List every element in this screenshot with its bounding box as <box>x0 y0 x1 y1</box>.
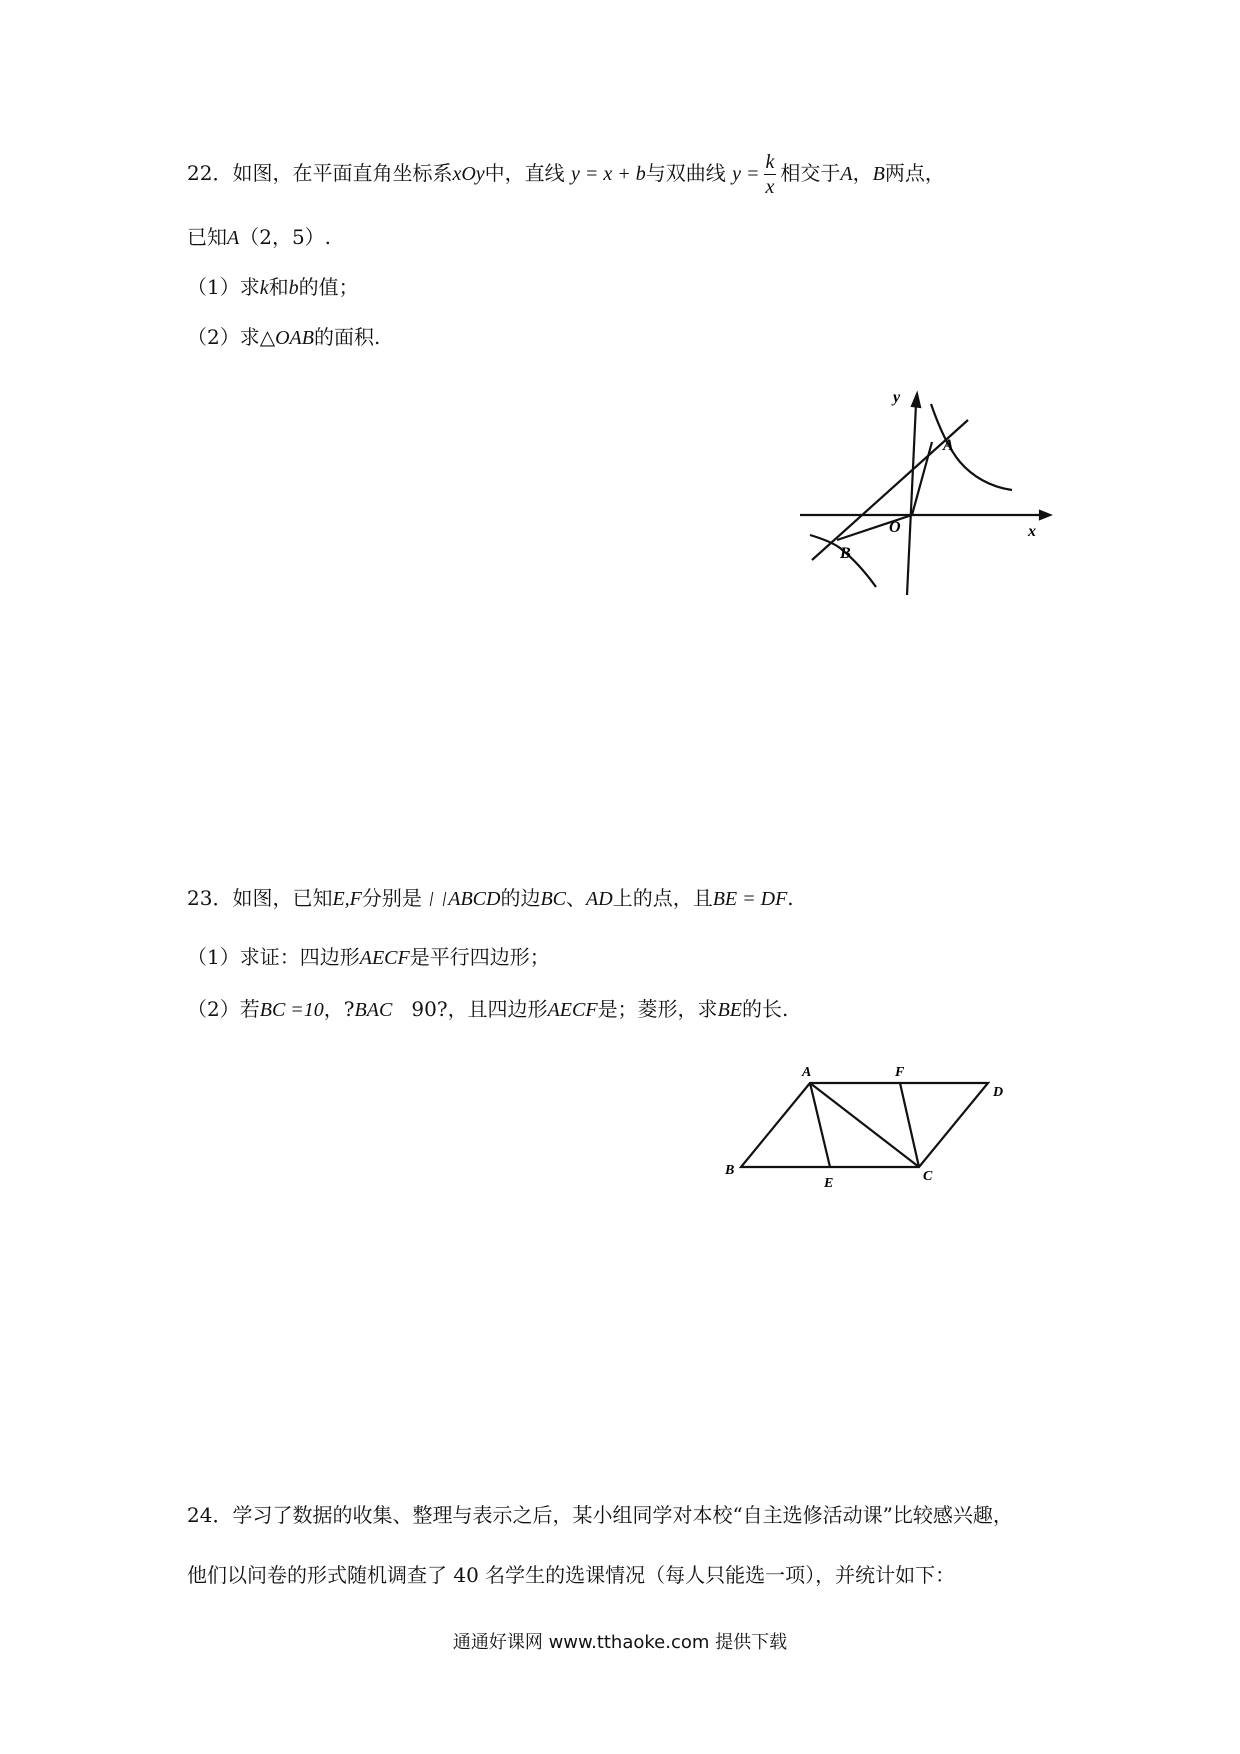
q24-line1: 24．学习了数据的收集、整理与表示之后，某小组同学对本校“自主选修活动课”比较感兴趣， <box>187 1503 1013 1527</box>
parallelogram-symbol <box>430 892 446 906</box>
q23-line1: 23．如图，已知E,F分别是 ABCD的边BC、AD上的点，且BE = DF. <box>187 886 794 910</box>
origin-label: O <box>889 519 901 536</box>
vertex-b-label: B <box>725 1163 735 1178</box>
vertex-d-label: D <box>993 1085 1004 1100</box>
k-over-x-fraction: $\frac{k}{x}$ <box>765 151 775 198</box>
q23-sub2: （2）若BC =10，?BAC 90?，且四边形AECF是；菱形，求BE的长. <box>187 997 789 1021</box>
q24-line2: 他们以问卷的形式随机调查了 40 名学生的选课情况（每人只能选一项），并统计如下： <box>187 1563 956 1587</box>
point-b-label: B <box>840 545 851 562</box>
x-axis-arrow <box>1040 511 1050 519</box>
q22-sub1: （1）求k和b的值； <box>187 275 359 299</box>
page-footer: 通通好课网 www.tthaoke.com 提供下载 <box>452 1632 788 1653</box>
parallelogram-figure <box>720 1060 1010 1195</box>
hyperbola-figure <box>800 390 1060 600</box>
point-f-label: F <box>895 1065 905 1080</box>
segment-oa <box>912 442 932 515</box>
q23-sub1: （1）求证：四边形AECF是平行四边形； <box>187 945 550 969</box>
vertex-c-label: C <box>923 1169 933 1184</box>
point-e-label: E <box>824 1176 834 1191</box>
point-a-label: A <box>943 437 954 454</box>
x-axis-label: x <box>1028 523 1036 540</box>
vertex-a-label: A <box>802 1065 812 1080</box>
y-axis <box>907 404 916 595</box>
q22-sub2: （2）求△OAB的面积. <box>187 325 381 349</box>
y-axis-arrow <box>912 394 920 407</box>
q22-line1: 22．如图，在平面直角坐标系xOy中，直线 y = x + b与双曲线 y = $\frac{k}{x}$ 相交于A，B两点， <box>187 151 945 198</box>
y-axis-label: y <box>893 390 901 406</box>
q22-line2: 已知A（2，5）. <box>187 225 332 249</box>
